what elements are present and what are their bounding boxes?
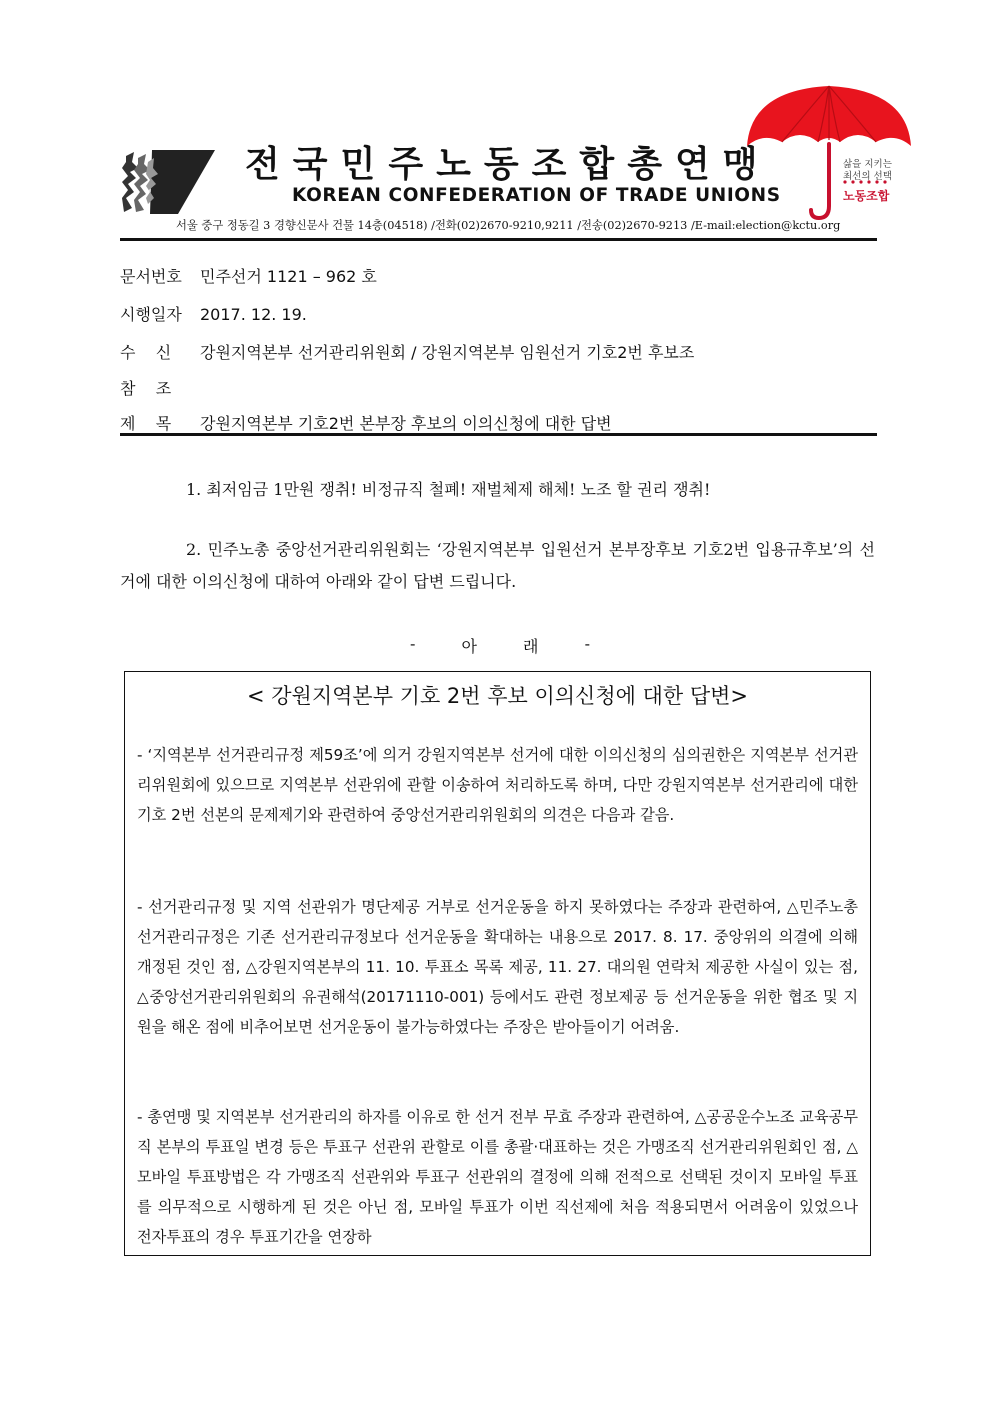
subject-value: 강원지역본부 기호2번 본부장 후보의 이의신청에 대한 답변 xyxy=(200,414,612,433)
kctu-logo-icon xyxy=(120,148,215,216)
answer-box xyxy=(124,671,871,1256)
answer-item-1: - ‘지역본부 선거관리규정 제59조’에 의거 강원지역본부 선거에 대한 이의신청의 심의권한은 지역본부 선거관리위원회에 있으므로 지역본부 선관위에 관할 이송하여 처리하도록 하며, 다만 강원지역본부 선거관리에 대한 기호 2번 선본의 문제제기와 관련하여 중앙선거관리위원회의 의견은 다음과 같음. xyxy=(137,746,858,824)
recipient-label: 수 신 xyxy=(120,343,172,362)
org-name-korean: 전국민주노동조합총연맹 xyxy=(245,143,771,185)
paragraph-1: 1. 최저임금 1만원 쟁취! 비정규직 철폐! 재벌체제 해체! 노조 할 권리 쟁취! xyxy=(186,480,711,499)
issue-date-row xyxy=(120,302,307,325)
org-address-line: 서울 중구 정동길 3 경향신문사 건물 14층(04518) /전화(02)2670-9210,9211 /전송(02)2670-9213 /E-mail:election@kctu.org xyxy=(176,219,841,232)
answer-title: < 강원지역본부 기호 2번 후보 이의신청에 대한 답변> xyxy=(247,684,748,708)
org-name-english: KOREAN CONFEDERATION OF TRADE UNIONS xyxy=(292,185,781,206)
below-marker-dash-left: - xyxy=(410,634,416,653)
meta-divider xyxy=(120,433,877,436)
reference-row xyxy=(120,376,200,399)
answer-item-2: - 선거관리규정 및 지역 선관위가 명단제공 거부로 선거운동을 하지 못하였다는 주장과 관련하여, △민주노총 선거관리규정은 기존 선거관리규정보다 선거운동을 확대하는 내용으로 2017. 8. 17. 중앙위의 의결에 의해 개정된 것인 점, △강원지역본부의 11. 10. 투표소 목록 제공, 11. 27. 대의원 연락처 제공한 사실이 있는 점, △중앙선거관리위원회의 유권해석(20171110-001) 등에서도 관련 정보제공 등 선거운동을 위한 협조 및 지원을 해온 점에 비추어보면 선거운동이 불가능하였다는 주장은 받아들이기 어려움. xyxy=(137,898,858,1036)
doc-number-row xyxy=(120,264,377,287)
issue-date-label: 시행일자 xyxy=(120,305,182,324)
doc-number-label: 문서번호 xyxy=(120,267,182,286)
below-marker-char-1: 아 xyxy=(461,637,477,656)
recipient-value: 강원지역본부 선거관리위원회 / 강원지역본부 임원선거 기호2번 후보조 xyxy=(200,343,695,362)
subject-label: 제 목 xyxy=(120,414,172,433)
recipient-row xyxy=(120,340,694,363)
paragraph-2: 2. 민주노총 중앙선거관리위원회는 ‘강원지역본부 입원선거 본부장후보 기호2번 입용규후보’의 선거에 대한 이의신청에 대하여 아래와 같이 답변 드립니다. xyxy=(120,540,875,591)
below-marker-char-2: 래 xyxy=(523,637,539,656)
answer-item-3: - 총연맹 및 지역본부 선거관리의 하자를 이유로 한 선거 전부 무효 주장과 관련하여, △공공운수노조 교육공무직 본부의 투표일 변경 등은 투표구 선관위 관할로 이를 총괄‧대표하는 것은 가맹조직 선거관리위원회인 점, △모바일 투표방법은 각 가맹조직 선관위와 투표구 선관위의 결정에 의해 전적으로 선택된 것이지 모바일 투표를 의무적으로 시행하게 된 것은 아닌 점, 모바일 투표가 이번 직선제에 처음 적용되면서 어려움이 있었으나 전자투표의 경우 투표기간을 연장하 xyxy=(137,1108,858,1246)
reference-label: 참 조 xyxy=(120,379,172,398)
issue-date-value: 2017. 12. 19. xyxy=(200,305,307,324)
subject-row xyxy=(120,411,612,434)
doc-number-value: 민주선거 1121 – 962 호 xyxy=(200,267,377,286)
below-marker-dash-right: - xyxy=(584,634,590,653)
slogan-line-1: 삶을 지키는 xyxy=(843,159,892,170)
union-name-label: 노동조합 xyxy=(843,189,890,203)
below-section-marker xyxy=(410,634,590,657)
header-divider xyxy=(120,238,877,241)
slogan-line-2: 최선의 선택 xyxy=(843,171,892,182)
